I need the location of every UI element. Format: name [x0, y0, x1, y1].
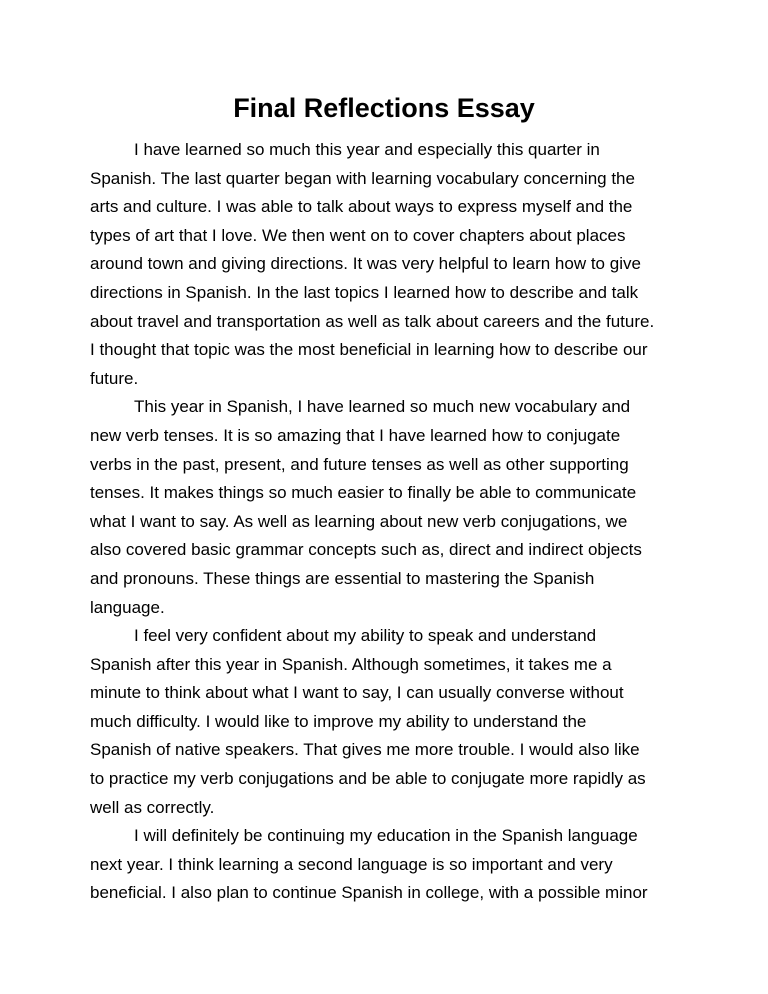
essay-line: next year. I think learning a second language is so important and very: [90, 854, 613, 874]
essay-line: arts and culture. I was able to talk about ways to express myself and the: [90, 197, 633, 217]
essay-line: to practice my verb conjugations and be able to conjugate more rapidly as: [90, 769, 646, 789]
essay-line: directions in Spanish. In the last topics I learned how to describe and talk: [90, 282, 639, 302]
essay-line: tenses. It makes things so much easier to finally be able to communicate: [90, 483, 637, 503]
essay-line: new verb tenses. It is so amazing that I have learned how to conjugate: [90, 425, 621, 445]
essay-line: around town and giving directions. It was very helpful to learn how to give: [90, 254, 641, 274]
essay-line: verbs in the past, present, and future tenses as well as other supporting: [90, 454, 629, 474]
essay-line: I feel very confident about my ability to speak and understand: [134, 626, 597, 646]
essay-line: Spanish after this year in Spanish. Although sometimes, it takes me a: [90, 654, 612, 674]
essay-line: about travel and transportation as well as talk about careers and the future.: [90, 311, 655, 331]
essay-line: Spanish of native speakers. That gives me more trouble. I would also like: [90, 740, 640, 760]
essay-line: what I want to say. As well as learning about new verb conjugations, we: [90, 511, 628, 531]
essay-line: I have learned so much this year and especially this quarter in: [134, 140, 600, 159]
essay-line: future.: [90, 368, 139, 388]
essay-line: types of art that I love. We then went on to cover chapters about places: [90, 225, 626, 245]
essay-title: Final Reflections Essay: [233, 93, 535, 123]
essay-line: Spanish. The last quarter began with learning vocabulary concerning the: [90, 168, 635, 188]
essay-line: I thought that topic was the most beneficial in learning how to describe our: [90, 340, 648, 360]
essay-line: language.: [90, 597, 165, 617]
essay-line: also covered basic grammar concepts such as, direct and indirect objects: [90, 540, 642, 560]
essay-line: beneficial. I also plan to continue Spanish in college, with a possible minor: [90, 883, 648, 903]
essay-line: This year in Spanish, I have learned so much new vocabulary and: [134, 397, 631, 417]
essay-line: minute to think about what I want to say, I can usually converse without: [90, 683, 624, 703]
essay-line: I will definitely be continuing my education in the Spanish language: [134, 826, 638, 846]
essay-line: well as correctly.: [90, 797, 215, 817]
essay-line: and pronouns. These things are essential to mastering the Spanish: [90, 568, 595, 588]
essay-body: [90, 136, 690, 908]
essay-line: much difficulty. I would like to improve my ability to understand the: [90, 711, 587, 731]
